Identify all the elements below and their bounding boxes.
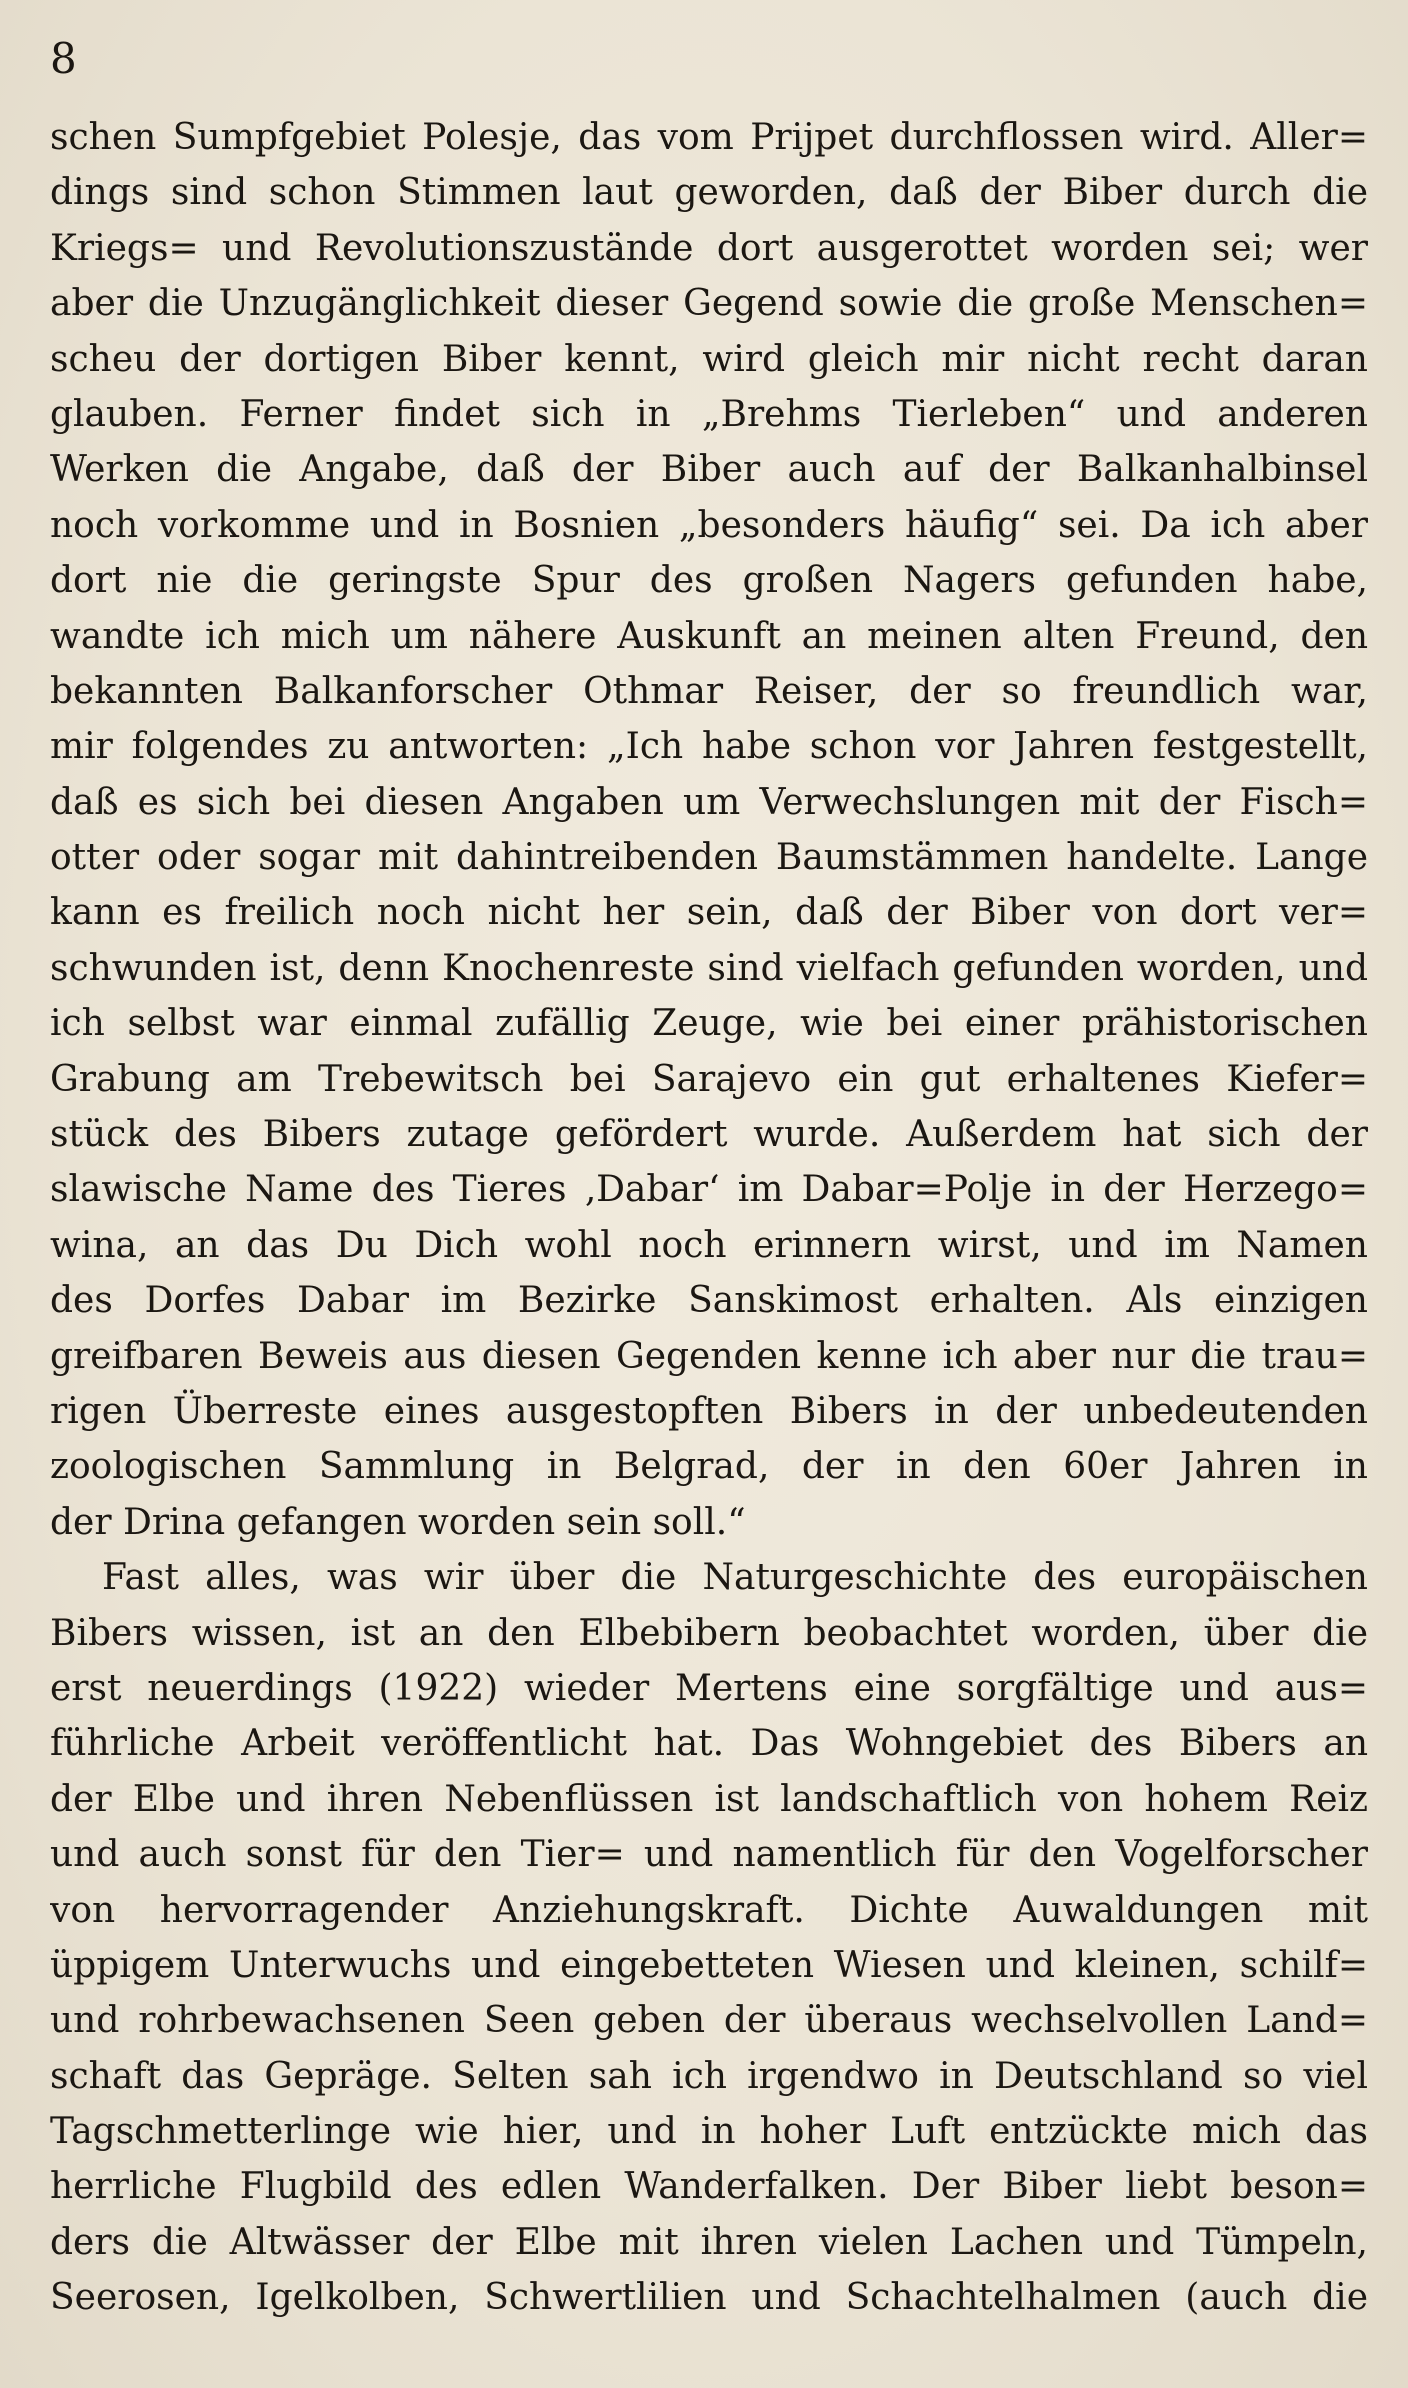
body-text bbox=[50, 110, 1368, 2326]
page-number: 8 bbox=[50, 34, 77, 83]
text-line: zoologischen Sammlung in Belgrad, der in den 60er Jahren in bbox=[50, 1446, 1368, 1488]
text-line: slawische Name des Tieres ‚Dabar‘ im Dabar=Polje in der Herzego= bbox=[50, 1169, 1368, 1211]
text-line: und auch sonst für den Tier= und namentlich für den Vogelforscher bbox=[50, 1834, 1368, 1876]
text-line: Kriegs= und Revolutionszustände dort ausgerottet worden sei; wer bbox=[50, 227, 1368, 269]
text-line: dings sind schon Stimmen laut geworden, daß der Biber durch die bbox=[50, 172, 1368, 214]
text-line: bekannten Balkanforscher Othmar Reiser, der so freundlich war, bbox=[50, 670, 1368, 712]
text-line: Tagschmetterlinge wie hier, und in hoher Luft entzückte mich das bbox=[50, 2111, 1368, 2153]
text-line: noch vorkomme und in Bosnien „besonders häufig“ sei. Da ich aber bbox=[50, 504, 1368, 546]
text-line: dort nie die geringste Spur des großen Nagers gefunden habe, bbox=[50, 560, 1368, 602]
text-line: schen Sumpfgebiet Polesje, das vom Prijpet durchflossen wird. Aller= bbox=[50, 117, 1368, 158]
text-line: der Elbe und ihren Nebenflüssen ist landschaftlich von hohem Reiz bbox=[50, 1778, 1368, 1820]
paragraph bbox=[50, 110, 1368, 1550]
text-line: führliche Arbeit veröffentlicht hat. Das Wohngebiet des Bibers an bbox=[50, 1723, 1368, 1765]
text-line: wandte ich mich um nähere Auskunft an meinen alten Freund, den bbox=[50, 615, 1368, 657]
text-line: Seerosen, Igelkolben, Schwertlilien und Schachtelhalmen (auch die bbox=[50, 2277, 1368, 2319]
text-line: greifbaren Beweis aus diesen Gegenden kenne ich aber nur die trau= bbox=[50, 1335, 1368, 1377]
text-line: üppigem Unterwuchs und eingebetteten Wiesen und kleinen, schilf= bbox=[50, 1944, 1368, 1986]
text-line: und rohrbewachsenen Seen geben der überaus wechselvollen Land= bbox=[50, 2000, 1368, 2042]
text-line: otter oder sogar mit dahintreibenden Baumstämmen handelte. Lange bbox=[50, 837, 1368, 879]
text-line: herrliche Flugbild des edlen Wanderfalken. Der Biber liebt beson= bbox=[50, 2166, 1368, 2208]
text-line: Werken die Angabe, daß der Biber auch auf der Balkanhalbinsel bbox=[50, 449, 1368, 491]
text-line: daß es sich bei diesen Angaben um Verwechslungen mit der Fisch= bbox=[50, 781, 1368, 823]
text-line: ich selbst war einmal zufällig Zeuge, wie bei einer prähistorischen bbox=[50, 1003, 1368, 1045]
text-line: aber die Unzugänglichkeit dieser Gegend sowie die große Menschen= bbox=[50, 283, 1368, 325]
text-line: von hervorragender Anziehungskraft. Dichte Auwaldungen mit bbox=[50, 1889, 1368, 1931]
text-line: der Drina gefangen worden sein soll.“ bbox=[50, 1501, 746, 1543]
text-line: schwunden ist, denn Knochenreste sind vielfach gefunden worden, und bbox=[50, 947, 1368, 989]
text-line: scheu der dortigen Biber kennt, wird gleich mir nicht recht daran bbox=[50, 338, 1368, 380]
text-line: kann es freilich noch nicht her sein, daß der Biber von dort ver= bbox=[50, 892, 1368, 934]
text-line: schaft das Gepräge. Selten sah ich irgendwo in Deutschland so viel bbox=[50, 2055, 1368, 2097]
text-line: glauben. Ferner findet sich in „Brehms Tierleben“ und anderen bbox=[50, 393, 1368, 435]
text-line: mir folgendes zu antworten: „Ich habe schon vor Jahren festgestellt, bbox=[50, 726, 1368, 768]
text-line: des Dorfes Dabar im Bezirke Sanskimost erhalten. Als einzigen bbox=[50, 1280, 1368, 1322]
text-line: stück des Bibers zutage gefördert wurde. Außerdem hat sich der bbox=[50, 1114, 1368, 1156]
text-line: ders die Altwässer der Elbe mit ihren vielen Lachen und Tümpeln, bbox=[50, 2221, 1368, 2263]
text-line: Bibers wissen, ist an den Elbebibern beobachtet worden, über die bbox=[50, 1612, 1368, 1654]
text-line: Grabung am Trebewitsch bei Sarajevo ein gut erhaltenes Kiefer= bbox=[50, 1058, 1368, 1100]
text-line: wina, an das Du Dich wohl noch erinnern wirst, und im Namen bbox=[50, 1224, 1368, 1266]
text-line: Fast alles, was wir über die Naturgeschichte des europäischen bbox=[102, 1557, 1368, 1599]
text-line: rigen Überreste eines ausgestopften Bibers in der unbedeutenden bbox=[50, 1390, 1368, 1432]
paragraph bbox=[50, 1550, 1368, 2325]
text-line: erst neuerdings (1922) wieder Mertens eine sorgfältige und aus= bbox=[50, 1667, 1368, 1709]
